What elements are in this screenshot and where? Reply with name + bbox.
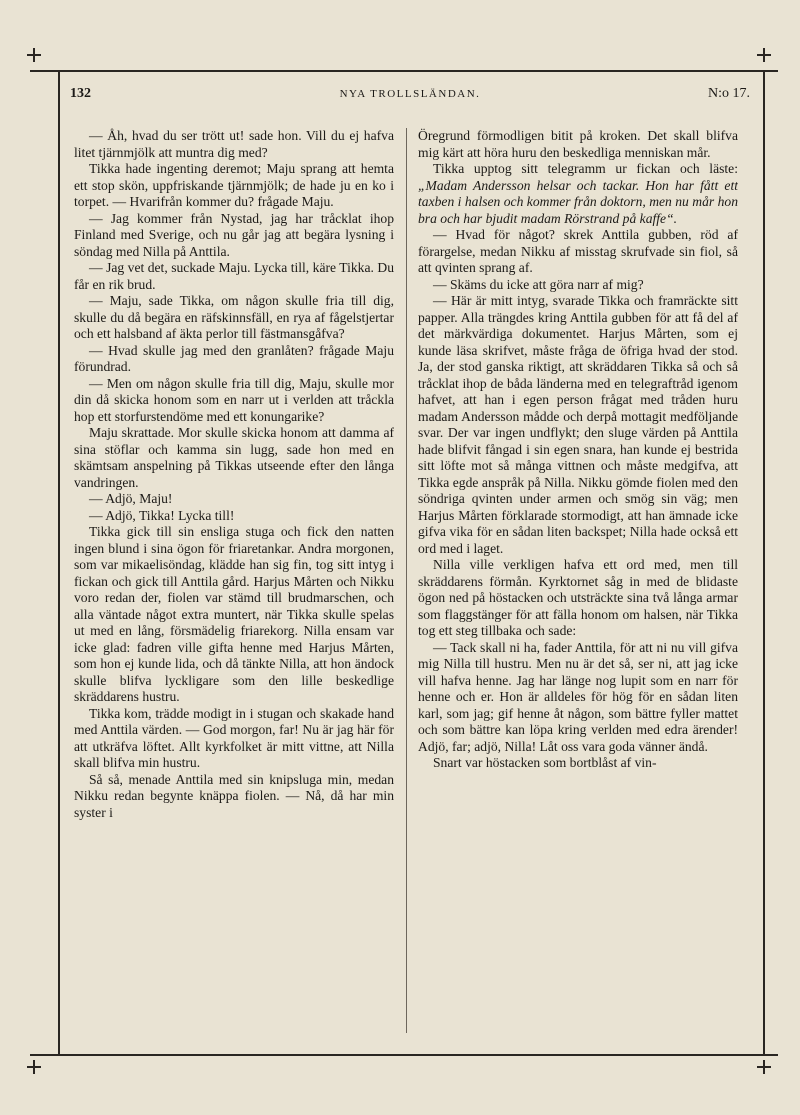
bottom-frame-rule	[30, 1054, 778, 1056]
right-column	[418, 128, 738, 1038]
paragraph: — Här är mitt intyg, svarade Tikka och framräckte sitt papper. Alla trängdes kring Anttila gubben för att få del af det märkvärdiga dokumentet. Harjus Mårten, som ej kunde läsa skrifvet, måste fråga de öfriga hvad der stod. Ja, der stod ganska riktigt, att skräddaren Tikka så och så tråcklat ihop de båda länderna med en telegraftråd igenom hafvet, att han i egen person frågat med tråden huru madam Andersson mådde och derpå mottagit medföljande svar. Der var ingen undflykt; den sluge värden på Anttila hade blifvit fångad i sin egen snara, han kunde ej bestrida sitt löfte mot så många vittnen och måste medgifva, att Tikka egde anspråk på Nilla. Nikku gömde fiolen med den söndriga qvinten under armen och smög sin väg; men Harjus Mårten förklarade stormodigt, att han ämnade icke gifva vika för en sådan liten backspet; Nilla hade också ett ord med i laget.	[418, 293, 738, 556]
paragraph: Tikka hade ingenting deremot; Maju sprang att hemta ett stop skön, uppfriskande tjärnmjölk; de hade ju en ko i torpet. — Hvarifrån kommer du? frågade Maju.	[74, 161, 394, 209]
telegram-paragraph	[418, 161, 738, 227]
top-frame-rule	[30, 70, 778, 72]
telegram-text: „Madam Andersson helsar och tackar. Hon har fått ett taxben i halsen och kommer från doktorn, men nu mår hon bra och har bjudit madam Rörstrand på kaffe“.	[418, 177, 738, 226]
paragraph-continued: Öregrund förmodligen bitit på kroken. Det skall blifva mig kärt att höra huru den beskedliga menniskan mår.	[418, 128, 738, 160]
paragraph: — Adjö, Tikka! Lycka till!	[89, 507, 235, 523]
text-columns	[74, 128, 752, 1038]
registration-mark-bottom-right	[757, 1060, 771, 1074]
left-frame-rule	[58, 70, 60, 1055]
paragraph: Tikka kom, trädde modigt in i stugan och skakade hand med Anttila värden. — God morgon, far! Nu är jag här för att utkräfva löftet. Allt kyrkfolket är mitt vittne, att Nilla skall blifva min hustru.	[74, 705, 394, 770]
paragraph: — Tack skall ni ha, fader Anttila, för att ni nu vill gifva mig Nilla till hustru. Men nu är det så, ser ni, att jag icke vill hafva henne. Jag har länge nog lupit som en narr för henne och er. Hon är alldeles för hög för en sådan liten karl, som jag; gif henne åt någon, som bättre fyller mattet och som bättre kan löpa kring verlden med edra ärender! Adjö, far; adjö, Nilla! Låt oss vara goda vänner ändå.	[418, 639, 738, 754]
registration-mark-top-left	[27, 48, 41, 62]
paragraph: — Men om någon skulle fria till dig, Maju, skulle mor din då skicka honom som en narr ut i verlden att tråckla hop ett storfurstendöme med ett konungarike?	[74, 375, 394, 424]
right-frame-rule	[763, 70, 765, 1055]
paragraph: — Jag vet det, suckade Maju. Lycka till, käre Tikka. Du får en rik brud.	[74, 260, 394, 292]
telegram-lead: Tikka upptog sitt telegramm ur fickan och läste:	[433, 161, 738, 176]
paragraph: — Åh, hvad du ser trött ut! sade hon. Vill du ej hafva litet tjärnmjölk att muntra dig med?	[74, 128, 394, 160]
paragraph: Så så, menade Anttila med sin knipsluga min, medan Nikku redan begynte knäppa fiolen. — Nå, då har min syster i	[74, 771, 394, 820]
paragraph: Snart var höstacken som bortblåst af vin-	[433, 755, 657, 770]
page-header	[70, 86, 750, 108]
paragraph: Nilla ville verkligen hafva ett ord med, men till skräddarens förmån. Kyrktornet såg in med de blidaste ögon ned på höstacken och utsträckte sina två långa armar som flaggstänger för att fälla honom om halsen, när Tikka tog ett steg tillbaka och sade:	[418, 557, 738, 638]
paragraph: Tikka gick till sin ensliga stuga och fick den natten ingen blund i sina ögon för friaretankar. Andra morgonen, som var mikaelisöndag, klädde han sig fin, tog sitt intyg i fickan och gick till Anttila gård. Harjus Mårten och Nikku voro redan der, fiolen var stämd till brudmarschen, och alla väntade något extra muntert, när Tikka skulle spelas ut med en lång, försmädelig friarekorg. Nilla ensam var icke glad: fadren ville gifta henne med Harjus Mårten, som hon ej kunde lida, och då tänkte Nilla, att hon ändock skulle blifva lyckligare som den lille beskedlige skräddarens hustru.	[74, 524, 394, 704]
page-number: 132	[70, 86, 91, 101]
issue-number: N:o 17.	[708, 86, 750, 101]
registration-mark-top-right	[757, 48, 771, 62]
left-column	[74, 128, 394, 1038]
paragraph: — Hvad skulle jag med den granlåten? frågade Maju förundrad.	[74, 342, 394, 374]
paragraph: — Jag kommer från Nystad, jag har tråcklat ihop Finland med Sverige, och nu går jag att begära lysning i söndag med Nilla på Anttila.	[74, 210, 394, 259]
paragraph: — Skäms du icke att göra narr af mig?	[433, 276, 644, 292]
paragraph: — Adjö, Maju!	[89, 491, 173, 506]
paragraph: — Hvad för något? skrek Anttila gubben, röd af förargelse, medan Nikku af misstag skrufvade sin fiol, så att qvinten sprang af.	[418, 227, 738, 275]
paragraph: Maju skrattade. Mor skulle skicka honom att damma af sina stöflar och kamma sin lugg, sade hon med en skämtsam anspelning på Tikkas utseende efter den långa vandringen.	[74, 425, 394, 490]
paragraph: — Maju, sade Tikka, om någon skulle fria till dig, skulle du då begära en räfskinnsfäll, en rya af fågelstjertar och ett halsband af äkta perlor till fästmansgåfva?	[74, 293, 394, 341]
registration-mark-bottom-left	[27, 1060, 41, 1074]
running-title: NYA TROLLSLÄNDAN.	[339, 88, 481, 100]
column-divider	[406, 128, 407, 1033]
